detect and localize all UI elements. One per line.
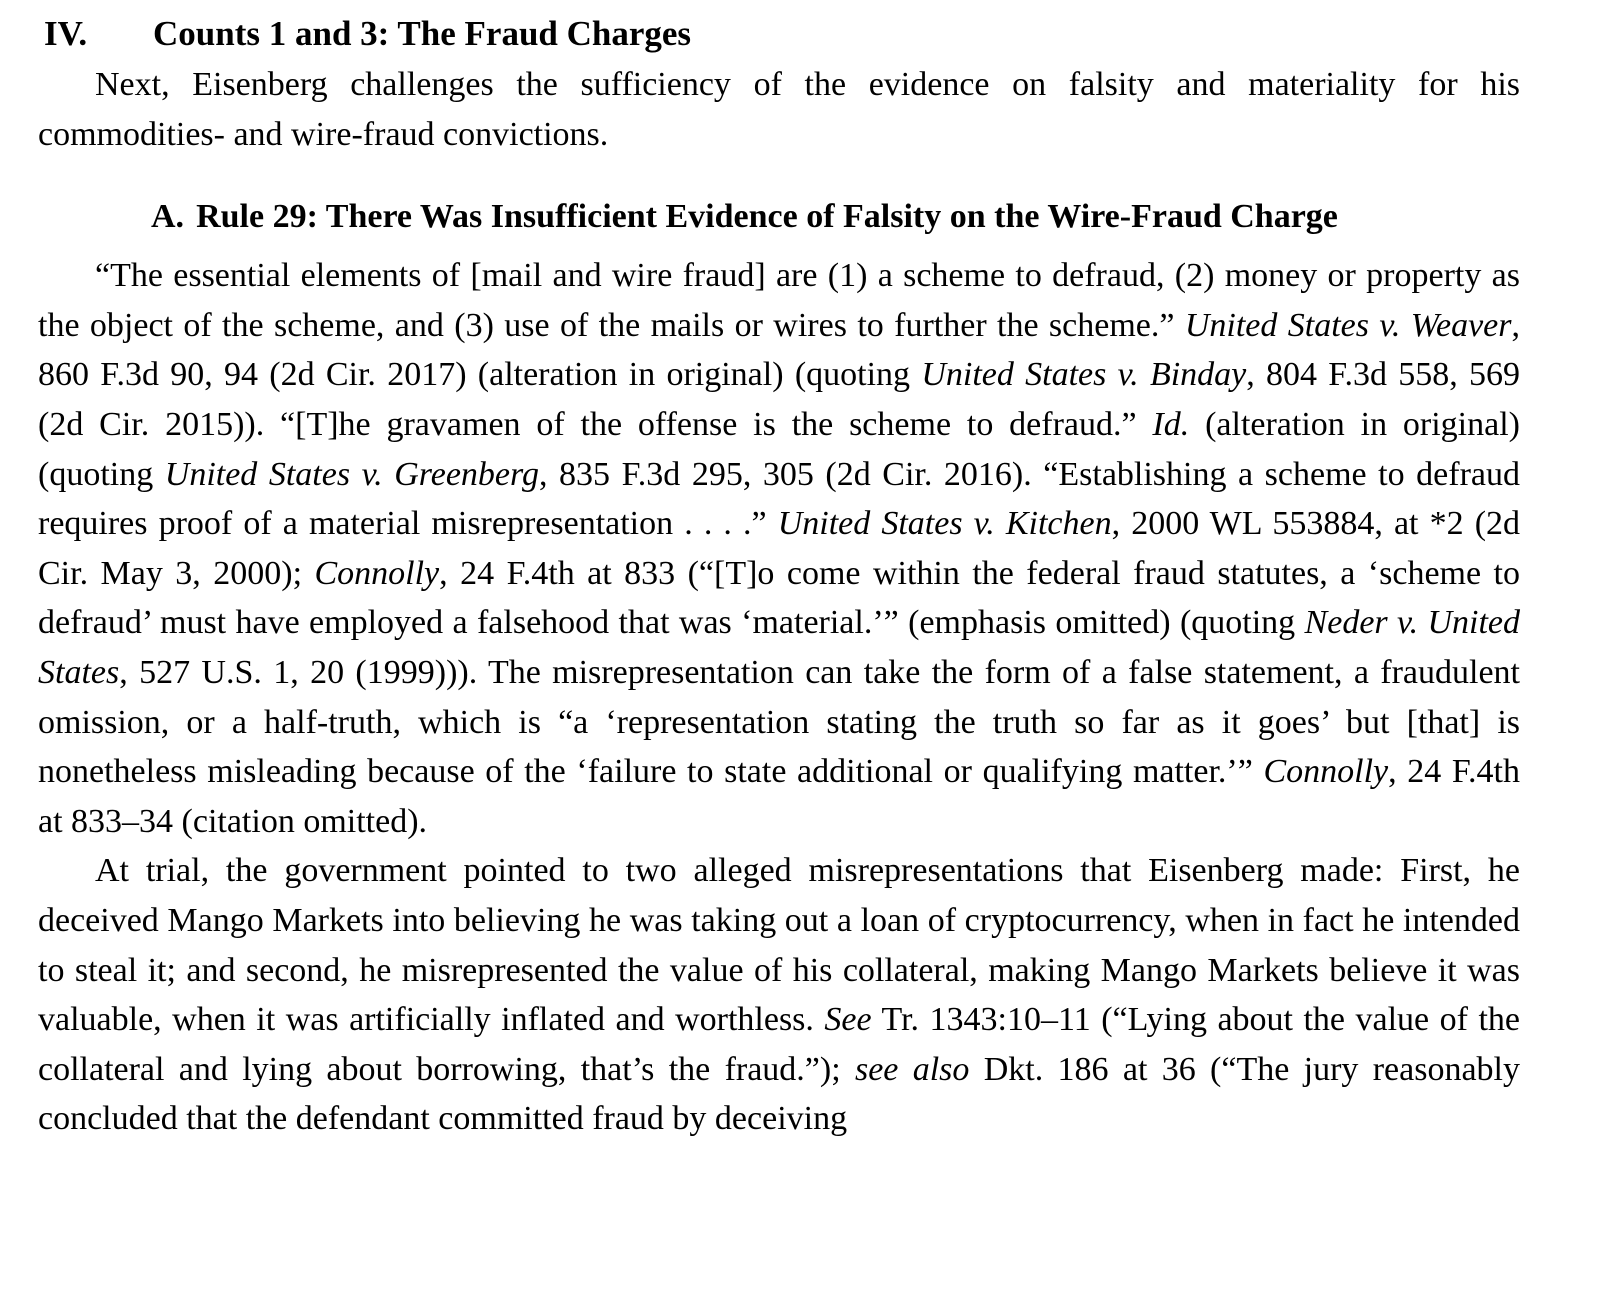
- section-heading: [38, 8, 1520, 60]
- signal-word: see also: [854, 1050, 970, 1088]
- signal-word: See: [824, 1001, 872, 1039]
- paragraph-text: , 2000 WL 553884, at *2 (2d Cir. May 3, 2000);: [38, 505, 1521, 592]
- paragraph-text: , 24 F.4th at 833 (“[T]o come within the federal fraud statutes, a ‘scheme to defraud’ must have employed a falsehood that was ‘material.’” (emphasis omitted) (quoting: [38, 554, 1520, 642]
- case-citation: Id.: [1152, 405, 1190, 443]
- document-page: [38, 8, 1520, 1144]
- paragraph-text: , 527 U.S. 1, 20 (1999))). The misrepresentation can take the form of a false statement, a fraudulent omission, or a half-truth, which is “a ‘representation stating the truth so far as it goes’ but [that] is nonetheless misleading because of the ‘failure to state additional or qualifying matter.’”: [38, 653, 1520, 791]
- case-citation: United States v. Kitchen: [777, 505, 1112, 543]
- paragraph-text: , 835 F.3d 295, 305 (2d Cir. 2016). “Establishing a scheme to defraud requires proof of a material misrepresentation . . . .”: [38, 455, 1520, 543]
- subsection-letter: A.: [151, 198, 185, 236]
- paragraph-text: , 860 F.3d 90, 94 (2d Cir. 2017) (alteration in original) (quoting: [38, 306, 1520, 394]
- paragraph-text: “The essential elements of [mail and wire fraud] are (1) a scheme to defraud, (2) money or property as the object of the scheme, and (3) use of the mails or wires to further the scheme.”: [38, 257, 1520, 344]
- paragraph-text: , 804 F.3d 558, 569 (2d Cir. 2015)). “[T]he gravamen of the offense is the scheme to defraud.”: [38, 356, 1521, 443]
- paragraph-text: (alteration in original) (quoting: [38, 405, 1520, 493]
- section-number: IV.: [44, 14, 88, 53]
- case-citation: United States v. Greenberg: [164, 455, 539, 493]
- intro-paragraph: Next, Eisenberg challenges the sufficiency of the evidence on falsity and materiality for his commodities- and wire-fraud convictions.: [38, 66, 1520, 153]
- section-title: Counts 1 and 3: The Fraud Charges: [153, 14, 692, 53]
- trial-paragraph: [38, 846, 1520, 1144]
- paragraph-text: At trial, the government pointed to two alleged misrepresentations that Eisenberg made: First, he deceived Mango Markets into believing he was taking out a loan of cryptocurrency, when in fact he intended to steal it; and second, he misrepresented the value of his collateral, making Mango Markets believe it was valuable, when it was artificially inflated and worthless.: [38, 852, 1520, 1039]
- paragraph-text: , 24 F.4th at 833–34 (citation omitted).: [38, 753, 1520, 840]
- case-citation: Neder v. United States: [38, 604, 1520, 691]
- case-citation: United States v. Binday: [921, 356, 1247, 394]
- case-citation: Connolly: [314, 554, 440, 592]
- paragraph-text: Tr. 1343:10–11 (“Lying about the value of the collateral and lying about borrowing, that’s the fraud.”);: [38, 1001, 1520, 1088]
- paragraph-text: Dkt. 186 at 36 (“The jury reasonably concluded that the defendant committed fraud by deceiving: [38, 1050, 1520, 1138]
- case-citation: United States v. Weaver: [1184, 306, 1512, 344]
- subsection-heading: [38, 193, 1520, 241]
- subsection-title: Rule 29: There Was Insufficient Evidence of Falsity on the Wire-Fraud Charge: [196, 198, 1338, 236]
- case-citation: Connolly: [1263, 753, 1389, 791]
- elements-paragraph: [38, 251, 1520, 846]
